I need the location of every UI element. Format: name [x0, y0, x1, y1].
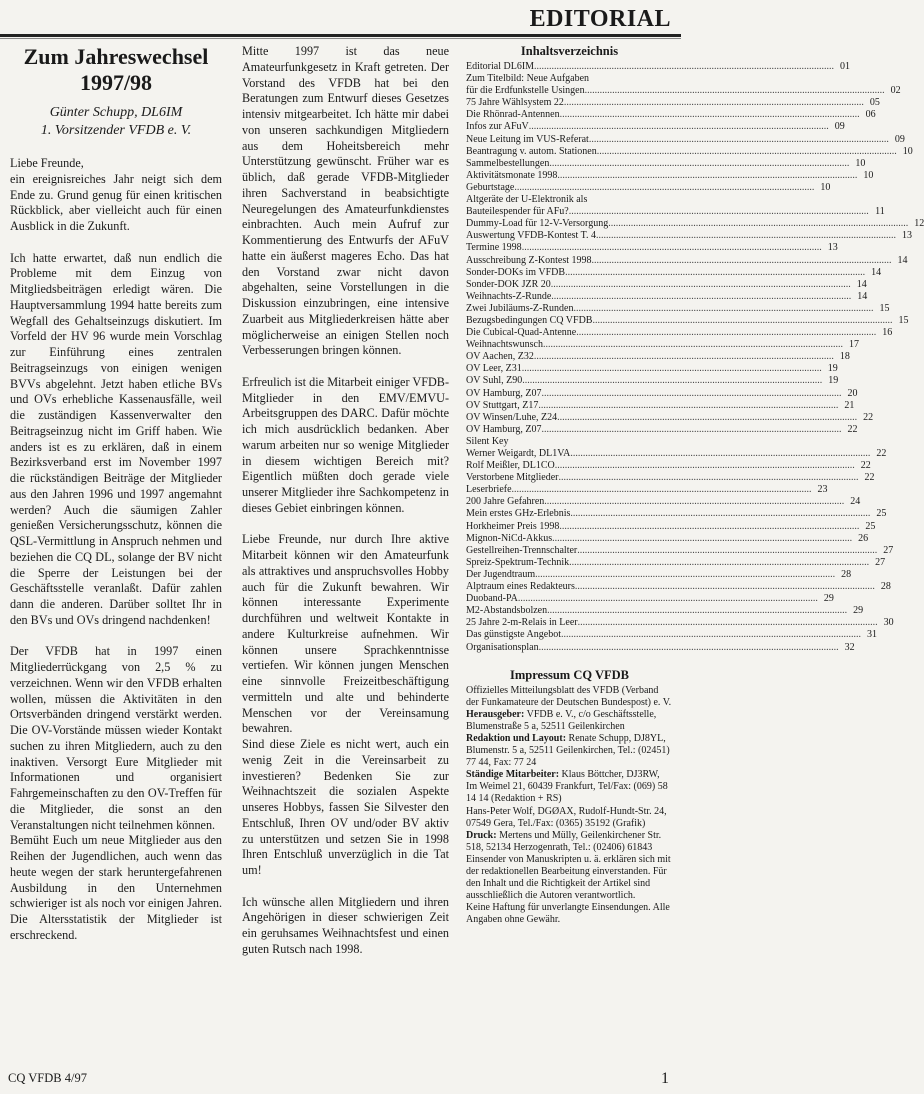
toc-entry-page: 25	[865, 520, 876, 532]
toc-entry	[466, 181, 831, 194]
toc-leader-dots	[589, 134, 889, 146]
toc-entry	[466, 605, 864, 617]
col2-paragraph: Mitte 1997 ist das neue Amateurfunkgesetz in Kraft getreten. Der Vorstand des VFDB hat bei den Beratungen zum Entwurf dieses Gesetzes intensiv mitgearbeitet. Ich hätte mir dabei von unseren sachkundigen Mitgliedern aus dem Hoheitsbereich mehr Unterstützung gewünscht. Früher war es üblich, daß gerade VFDB-Mitglieder ihren Sachverstand in beabsichtigte Neuregelungen des Amateurfunkdienstes einbrachten. Auch mein Aufruf zur Kommentierung des Entwurfs der AFuV hatte ein äußerst mageres Echo. Das hat den Vorstand zwar nicht davon abgehalten, seine Vorstellungen in die Diskussion einzubringen, eine intensive Zuarbeit aus Mitgliederkreisen hätte aber möglicherweise an einigen Stellen noch Verbesserungen bringen können.	[242, 44, 449, 358]
toc-entry-title: Weihnachts-Z-Runde	[466, 290, 552, 302]
toc-entry	[466, 290, 868, 303]
impressum-label: Ständige Mitarbeiter:	[466, 769, 560, 781]
toc-entry-title: Werner Weigardt, DL1VA	[466, 448, 571, 459]
toc-entry-page: 22	[864, 472, 875, 484]
toc-entry	[466, 327, 893, 339]
toc-entry-page: 14	[857, 290, 868, 302]
toc-leader-dots	[559, 521, 859, 533]
toc-entry-title: OV Leer, Z31	[466, 363, 522, 375]
col2-paragraph: Liebe Freunde, nur durch Ihre aktive Mitarbeit können wir den Amateurfunk als attraktives und anspruchsvolles Hobby auch für die Zukunft bewahren. Wir können interessante Experimente durchführen und weltweit Kontakte in andere Kulturkreise aufnehmen. Wir können unsere Sprachkenntnisse vertiefen. Wir können jungen Menschen eine sinnvolle Freizeitbeschäftigung vermitteln und alte und behinderte Menschen vor der Vereinsamung bewahren. Sind diese Ziele es nicht wert, auch ein wenig Zeit in die Vereinsarbeit zu investieren? Bedenken Sie zur Weihnachtszeit die sozialen Aspekte unseres Hobbys, fassen Sie Silvester den Entschluß, Ihren OV und/oder BV aktiv zu unterstützen und setzen Sie in 1998 Ihren Entschluß unverzüglich in die Tat um!	[242, 532, 449, 877]
toc-entry	[466, 242, 838, 254]
toc-entry-title: OV Suhl, Z90	[466, 375, 523, 387]
toc-entry	[466, 617, 894, 629]
toc-entry-title: Bauteilespender für AFu?	[466, 206, 569, 218]
impressum-block: Druck: Mertens und Mülly, Geilenkirchener Str. 518, 52134 Herzogenrath, Tel.: (02406) 61843 Einsender von Manuskripten u. ä. erklären sich mit der redaktionellen Bearbeitung einverstanden. Für den Inhalt und die Richtigkeit der Artikel sind ausschließlich die Autoren verantwortlich. Keine Haftung für unverlangte Einsendungen. Alle Angaben ohne Gewähr.	[466, 829, 671, 926]
toc-entry	[466, 314, 909, 327]
toc-entry	[466, 266, 882, 279]
toc-entry-page: 31	[867, 629, 877, 641]
impressum-blocks	[466, 709, 673, 927]
toc-entry-title: Alptraum eines Redakteurs	[466, 581, 575, 593]
impressum-block: Herausgeber: VFDB e. V., c/o Geschäftsstelle, Blumenstraße 5 a, 52511 Geilenkirchen	[466, 708, 657, 732]
toc-entry-page: 15	[879, 302, 890, 314]
toc-leader-dots	[573, 303, 873, 315]
toc-entry-page: 01	[840, 61, 851, 72]
toc-leader-dots	[570, 448, 870, 460]
toc-leader-dots	[565, 267, 865, 279]
toc-entry-page: 20	[847, 387, 858, 399]
toc-entry-title: Mignon-NiCd-Akkus	[466, 532, 553, 544]
toc-entry-page: 12	[914, 218, 924, 230]
toc-leader-dots	[518, 593, 818, 605]
toc-entry	[466, 133, 905, 146]
toc-entry-page: 30	[883, 617, 894, 629]
toc-entry-page: 16	[882, 327, 893, 339]
toc-entry	[466, 423, 858, 436]
toc-entry	[466, 581, 891, 593]
toc-leader-dots	[544, 496, 844, 508]
impressum-block: Ständige Mitarbeiter: Klaus Böttcher, DJ3RW, Im Weimel 21, 60439 Frankfurt, Tel/Fax: (069) 58 14 14 (Redaktion + RS) Hans-Peter Wolf, DGØAX, Rudolf-Hundt-Str. 24, 07549 Gera, Tel./Fax: (0365) 35192 (Grafik)	[466, 769, 668, 829]
toc-leader-dots	[522, 375, 822, 387]
article-body-col1	[10, 156, 222, 944]
toc-leader-dots	[608, 218, 908, 230]
toc-list	[466, 61, 924, 654]
toc-entry-title: Dummy-Load für 12-V-Versorgung	[466, 218, 609, 230]
toc-leader-dots	[560, 109, 860, 121]
toc-leader-dots	[575, 581, 875, 593]
toc-entry-title: Gestellreihen-Trennschalter	[466, 544, 578, 556]
toc-entry-page: 10	[855, 157, 866, 169]
toc-leader-dots	[543, 339, 843, 351]
toc-entry-page: 09	[834, 121, 845, 133]
toc-entry-page: 29	[823, 593, 834, 605]
toc-entry	[466, 351, 850, 363]
toc-entry-title: Neue Leitung im VUS-Referat	[466, 133, 589, 145]
article-byline	[10, 104, 222, 140]
toc-entry-title: für die Erdfunkstelle Usingen	[466, 85, 585, 97]
toc-leader-dots	[555, 460, 855, 472]
toc-entry	[466, 302, 890, 315]
article-author: Günter Schupp, DL6IM	[49, 105, 183, 120]
toc-entry	[466, 145, 913, 158]
toc-entry-title: Ausschreibung Z-Kontest 1998	[466, 254, 592, 266]
toc-entry-title: Verstorbene Mitglieder	[466, 472, 559, 484]
toc-entry-page: 17	[848, 339, 859, 351]
toc-leader-dots	[578, 617, 878, 629]
toc-leader-dots	[557, 170, 857, 182]
toc-entry-page: 14	[897, 254, 908, 266]
toc-entry-title: Beantragung v. autom. Stationen	[466, 145, 597, 157]
toc-entry	[466, 339, 859, 351]
toc-leader-dots	[576, 327, 876, 339]
toc-entry	[466, 520, 876, 533]
impressum-label: Redaktion und Layout:	[466, 732, 567, 744]
toc-entry-page: 14	[871, 266, 882, 278]
toc-entry	[466, 85, 901, 97]
toc-entry	[466, 593, 834, 605]
toc-entry-page: 19	[828, 375, 839, 387]
sidebar-column	[466, 44, 924, 926]
impressum-intro: Offizielles Mitteilungsblatt des VFDB (Verband der Funkamateure der Deutschen Bundespost) e. V.	[466, 684, 672, 708]
toc-entry-title: Mein erstes GHz-Erlebnis	[466, 508, 571, 520]
toc-entry-page: 22	[863, 411, 874, 423]
toc-entry	[466, 460, 871, 472]
impressum-block: Redaktion und Layout: Renate Schupp, DJ8YL, Blumenstr. 5 a, 52511 Geilenkirchen, Tel.: (02451) 77 44, Fax: 77 24	[466, 732, 670, 769]
toc-entry-page: 27	[875, 556, 886, 568]
toc-entry-title: OV Hamburg, Z07	[466, 423, 542, 435]
toc-leader-dots	[558, 472, 858, 484]
toc-entry	[466, 387, 858, 400]
toc-entry-title: Sonder-DOK JZR 20	[466, 278, 551, 290]
footer-issue: CQ VFDB 4/97	[8, 1071, 87, 1085]
toc-entry	[466, 121, 845, 133]
toc-entry	[466, 157, 866, 170]
toc-leader-dots	[539, 642, 839, 654]
toc-leader-dots	[557, 412, 857, 424]
toc-leader-dots	[522, 363, 822, 375]
toc-entry-title: Spreiz-Spektrum-Technik	[466, 556, 570, 568]
toc-entry-page: 10	[820, 181, 831, 193]
toc-entry-page: 29	[853, 605, 864, 617]
toc-entry	[466, 169, 874, 182]
toc-entry-title: Aktivitätsmonate 1998	[466, 169, 558, 181]
toc-entry	[466, 206, 885, 218]
toc-leader-dots	[592, 255, 892, 267]
toc-entry-title: Horkheimer Preis 1998	[466, 520, 560, 532]
toc-leader-dots	[541, 424, 841, 436]
toc-leader-dots	[541, 388, 841, 400]
article-body-col2	[242, 44, 449, 958]
toc-entry-title: 75 Jahre Wählsystem 22	[466, 97, 564, 109]
article-title: Zum Jahreswechsel 1997/98	[23, 44, 209, 95]
toc-entry	[466, 254, 908, 267]
toc-entry-page: 10	[863, 169, 874, 181]
toc-entry	[466, 448, 887, 460]
col2-paragraph: Erfreulich ist die Mitarbeit einiger VFDB-Mitglieder in den EMV/EMVU-Arbeitsgruppen des DARC. Dafür möchte ich mich ausdrücklich bedanken. Aber warum arbeiten nur so wenige Mitglieder in diesem wichtigen Bereich mit? Eigentlich müßten doch gerade viele unserer Mitglieder ihre Sachkompetenz in dieses Gebiet einbringen können.	[242, 374, 449, 515]
toc-entry-title: 25 Jahre 2-m-Relais in Leer	[466, 617, 578, 629]
toc-entry-title: Der Jugendtraum	[466, 568, 536, 580]
toc-leader-dots	[597, 146, 897, 158]
toc-leader-dots	[551, 279, 851, 291]
col1-paragraph: Der VFDB hat in 1997 einen Mitgliederrückgang von 2,5 % zu verzeichnen. Wenn wir den VFDB erhalten wollen, müssen die Aktivitäten in den Ortsverbänden dringend verstärkt werden. Die OV-Vorstände müssen wieder Kontakt suchen zu ihren Mitgliedern, auch zu den inaktiven. Versorgt Eure Mitglieder mit Informationen und organisiert Fahrgemeinschaften zu den OV-Treffen für die Mitglieder, die sonst an den Veranstaltungen nicht teilnehmen können. Bemüht Euch um neue Mitglieder aus den Reihen der Jugendlichen, auch wenn das heute wegen der stark heruntergefahrenen Ausbildung in den Unternehmen schwieriger ist als noch vor einigen Jahren. Die Altersstatistik der Mitglieder ist erschreckend.	[10, 644, 222, 942]
toc-entry-page: 13	[827, 242, 838, 254]
toc-entry	[466, 278, 867, 291]
toc-entry-title: OV Stuttgart, Z17	[466, 399, 539, 411]
toc-entry	[466, 544, 894, 557]
toc-leader-dots	[592, 315, 892, 327]
toc-entry-title: Sammelbestellungen	[466, 157, 550, 169]
toc-entry-page: 22	[860, 460, 871, 472]
toc-entry	[466, 375, 839, 387]
toc-leader-dots	[547, 605, 847, 617]
toc-entry-page: 24	[850, 496, 861, 508]
toc-leader-dots	[564, 97, 864, 109]
toc-entry-title: Die Cubical-Quad-Antenne	[466, 327, 577, 339]
toc-entry-page: 28	[880, 581, 891, 593]
article-author-role: 1. Vorsitzender VFDB e. V.	[40, 123, 192, 138]
toc-leader-dots	[551, 291, 851, 303]
toc-leader-dots	[549, 158, 849, 170]
toc-entry	[466, 472, 875, 484]
toc-entry-title: Organisationsplan	[466, 641, 539, 653]
toc-leader-dots	[535, 569, 835, 581]
toc-entry-page: 15	[898, 314, 909, 326]
toc-leader-dots	[569, 557, 869, 569]
toc-entry-page: 10	[902, 145, 913, 157]
toc-entry	[466, 496, 861, 508]
toc-entry-page: 28	[841, 568, 852, 580]
toc-entry: Silent Key	[466, 435, 509, 447]
toc-leader-dots	[561, 629, 861, 641]
toc-entry-title: 200 Jahre Gefahren	[466, 496, 545, 508]
toc-entry-title: OV Hamburg, Z07	[466, 387, 542, 399]
toc-entry-page: 19	[827, 363, 838, 375]
toc-entry: Altgeräte der U-Elektronik als	[466, 194, 588, 206]
footer-page-number: 1	[661, 1070, 669, 1087]
impressum	[466, 668, 673, 927]
toc-entry-page: 02	[890, 85, 901, 97]
toc-entry-page: 09	[894, 133, 905, 145]
toc-entry-title: Leserbriefe	[466, 484, 512, 496]
toc-entry	[466, 532, 869, 545]
toc-entry: Zum Titelbild: Neue Aufgaben	[466, 73, 590, 85]
toc-entry-page: 18	[839, 351, 850, 363]
col1-paragraph: Ich hatte erwartet, daß nun endlich die Probleme mit dem Einzug von Mitgliedsbeiträgen erledigt wären. Die Hauptversammlung 1994 hatte bereits zum Wegfall des Gehaltseinzugs diskutiert. Im Vorfeld der HV 96 wurde mein Vorschlag zur Einführung eines zentralen Beitragseinzugs von einigen wenigen BVVs abgelehnt. Jetzt haben etliche BVs und OVs erhebliche Kassenausfälle, weil die zuständigen Kassenverwalter den Beitragseinzug nicht im Griff haben. Wie anders ist es zu erklären, daß in einem Bezirksverband erst im November 1997 die rückständigen Beiträge der Mitglieder aus den Jahren 1996 und 1997 angemahnt werden? Auch die säumigen Zahler genießen Versicherungsschutz, können die QSL-Vermittlung in Anspruch nehmen und beziehen die CQ DL, solange der BV nicht die Sperre der Leistungen bei der Geschäftsstelle veranlaßt. Dafür zahlen dann die anderen. Darüber solltet Ihr in den BVs und OVs dringend nachdenken!	[10, 250, 222, 627]
toc-heading: Inhaltsverzeichnis	[520, 44, 619, 58]
toc-leader-dots	[522, 242, 822, 254]
toc-entry-page: 11	[875, 206, 885, 218]
impressum-label: Herausgeber:	[466, 708, 525, 720]
toc-entry-page: 22	[876, 448, 887, 459]
toc-entry-page: 13	[902, 230, 912, 242]
toc-entry-page: 06	[865, 109, 876, 121]
toc-entry	[466, 568, 852, 581]
toc-entry	[466, 484, 828, 496]
toc-leader-dots	[569, 206, 869, 218]
article-column-1	[10, 44, 222, 959]
toc-entry-page: 26	[858, 532, 869, 544]
toc-entry-title: Termine 1998	[466, 242, 522, 254]
toc-leader-dots	[577, 545, 877, 557]
toc-entry-title: Die Rhönrad-Antennen	[466, 109, 560, 121]
header-rule-thin	[0, 38, 681, 39]
impressum-heading: Impressum CQ VFDB	[510, 667, 629, 682]
toc-entry-page: 05	[869, 97, 880, 109]
toc-leader-dots	[538, 400, 838, 412]
toc-entry-page: 23	[817, 484, 828, 496]
toc-entry-title: Geburtstage	[466, 181, 515, 193]
toc-entry-page: 14	[856, 278, 867, 290]
toc-leader-dots	[534, 61, 834, 73]
toc-entry	[466, 399, 855, 412]
toc-entry	[466, 109, 876, 121]
toc-entry	[466, 230, 912, 242]
col2-paragraph: Ich wünsche allen Mitgliedern und ihren Angehörigen in dieser schwierigen Zeit ein geruhsames Weihnachtsfest und einen guten Rutsch nach 1998.	[242, 894, 449, 956]
toc-entry	[466, 97, 880, 109]
toc-entry	[466, 508, 887, 520]
toc-entry	[466, 629, 877, 641]
article-column-2	[242, 44, 449, 973]
toc-entry	[466, 61, 851, 73]
toc-entry	[466, 641, 855, 654]
toc-entry-page: 25	[876, 508, 887, 520]
toc-entry-title: Sonder-DOKs im VFDB	[466, 266, 566, 278]
toc-entry-title: Weihnachtswunsch	[466, 339, 543, 351]
toc-leader-dots	[512, 484, 812, 496]
toc-leader-dots	[529, 121, 829, 133]
col1-paragraph: Liebe Freunde, ein ereignisreiches Jahr neigt sich dem Ende zu. Grund genug für einen kritischen Rückblick, aber vielleicht auch für einen Ausblick in die Zukunft.	[10, 156, 222, 233]
toc-entry-title: Auswertung VFDB-Kontest T. 4	[466, 230, 596, 242]
toc-entry	[466, 363, 838, 375]
toc-entry-title: Infos zur AFuV	[466, 121, 529, 133]
toc-entry	[466, 556, 886, 569]
toc-entry-page: 21	[844, 399, 855, 411]
toc-entry-title: Rolf Meißler, DL1CO	[466, 460, 555, 472]
toc-entry-title: Editorial DL6IM	[466, 61, 535, 72]
toc-entry	[466, 218, 924, 230]
toc-entry-page: 32	[844, 641, 855, 653]
toc-entry-title: Zwei Jubiläums-Z-Runden	[466, 302, 574, 314]
toc-leader-dots	[585, 85, 885, 97]
toc-entry-title: OV Aachen, Z32	[466, 351, 534, 363]
toc-leader-dots	[514, 182, 814, 194]
toc-entry-title: Das günstigste Angebot	[466, 629, 561, 641]
toc-entry-title: Duoband-PA	[466, 593, 518, 605]
impressum-label: Druck:	[466, 829, 497, 841]
section-title: EDITORIAL	[529, 6, 671, 32]
toc-entry-page: 22	[847, 423, 858, 435]
toc-entry-page: 27	[883, 544, 894, 556]
toc-entry	[466, 411, 874, 424]
toc-entry-title: M2-Abstandsbolzen	[466, 605, 548, 617]
toc-leader-dots	[596, 230, 896, 242]
header-rule	[0, 34, 681, 37]
toc-entry-title: Bezugsbedingungen CQ VFDB	[466, 314, 593, 326]
toc-leader-dots	[570, 508, 870, 520]
toc-entry-title: OV Winsen/Luhe, Z24	[466, 411, 558, 423]
toc-leader-dots	[552, 533, 852, 545]
toc-leader-dots	[534, 351, 834, 363]
